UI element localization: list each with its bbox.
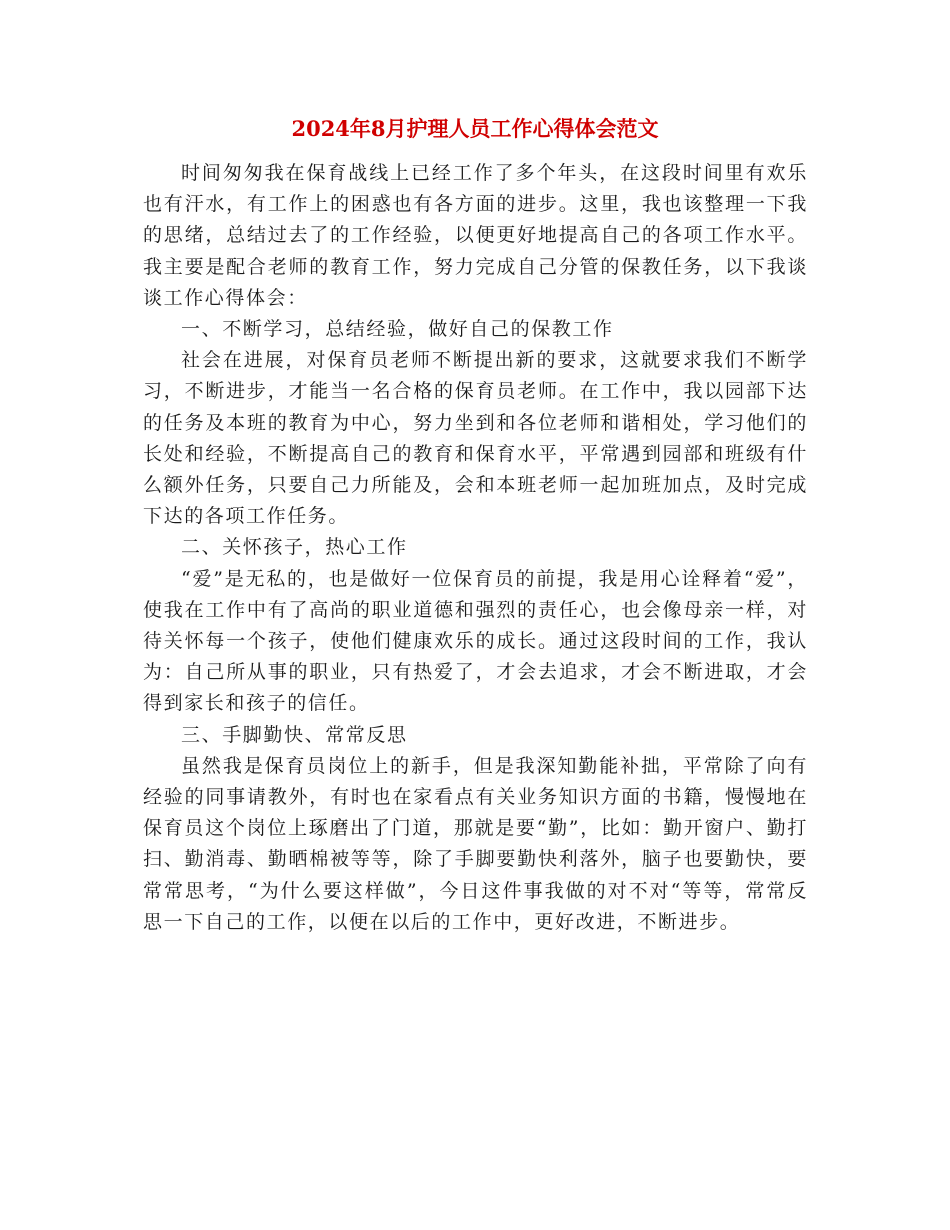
section-heading-1: 一、不断学习，总结经验，做好自己的保教工作 [181, 318, 614, 341]
paragraph-section-3: 虽然我是保育员岗位上的新手，但是我深知勤能补拙，平常除了向有经验的同事请教外，有时也在家看点有关业务知识方面的书籍，慢慢地在保育员这个岗位上琢磨出了门道，那就是要“勤”，比如：勤开窗户、勤打扫、勤消毒、勤晒棉被等等，除了手脚要勤快利落外，脑子也要勤快，要常常思考，“为什么要这样做”，今日这件事我做的对不对“等等，常常反思一下自己的工作，以便在以后的工作中，更好改进，不断进步。 [143, 754, 808, 933]
document-title: 2024年8月护理人员工作心得体会范文 [291, 116, 659, 141]
section-heading-3: 三、手脚勤快、常常反思 [181, 723, 408, 746]
paragraph-intro: 时间匆匆我在保育战线上已经工作了多个年头，在这段时间里有欢乐也有汗水，有工作上的困惑也有各方面的进步。这里，我也该整理一下我的思绪，总结过去了的工作经验，以便更好地提高自己的各项工作水平。我主要是配合老师的教育工作，努力完成自己分管的保教任务，以下我谈谈工作心得体会： [143, 162, 808, 309]
section-heading-2: 二、关怀孩子，热心工作 [181, 536, 408, 559]
paragraph-section-1: 社会在进展，对保育员老师不断提出新的要求，这就要求我们不断学习，不断进步，才能当一名合格的保育员老师。在工作中，我以园部下达的任务及本班的教育为中心，努力坐到和各位老师和谐相处，学习他们的长处和经验，不断提高自己的教育和保育水平，平常遇到园部和班级有什么额外任务，只要自己力所能及，会和本班老师一起加班加点，及时完成下达的各项工作任务。 [143, 349, 808, 528]
paragraph-section-2: “爱”是无私的，也是做好一位保育员的前提，我是用心诠释着“爱”，使我在工作中有了高尚的职业道德和强烈的责任心，也会像母亲一样，对待关怀每一个孩子，使他们健康欢乐的成长。通过这段时间的工作，我认为：自己所从事的职业，只有热爱了，才会去追求，才会不断进取，才会得到家长和孩子的信任。 [143, 567, 808, 715]
document-body [143, 158, 808, 938]
